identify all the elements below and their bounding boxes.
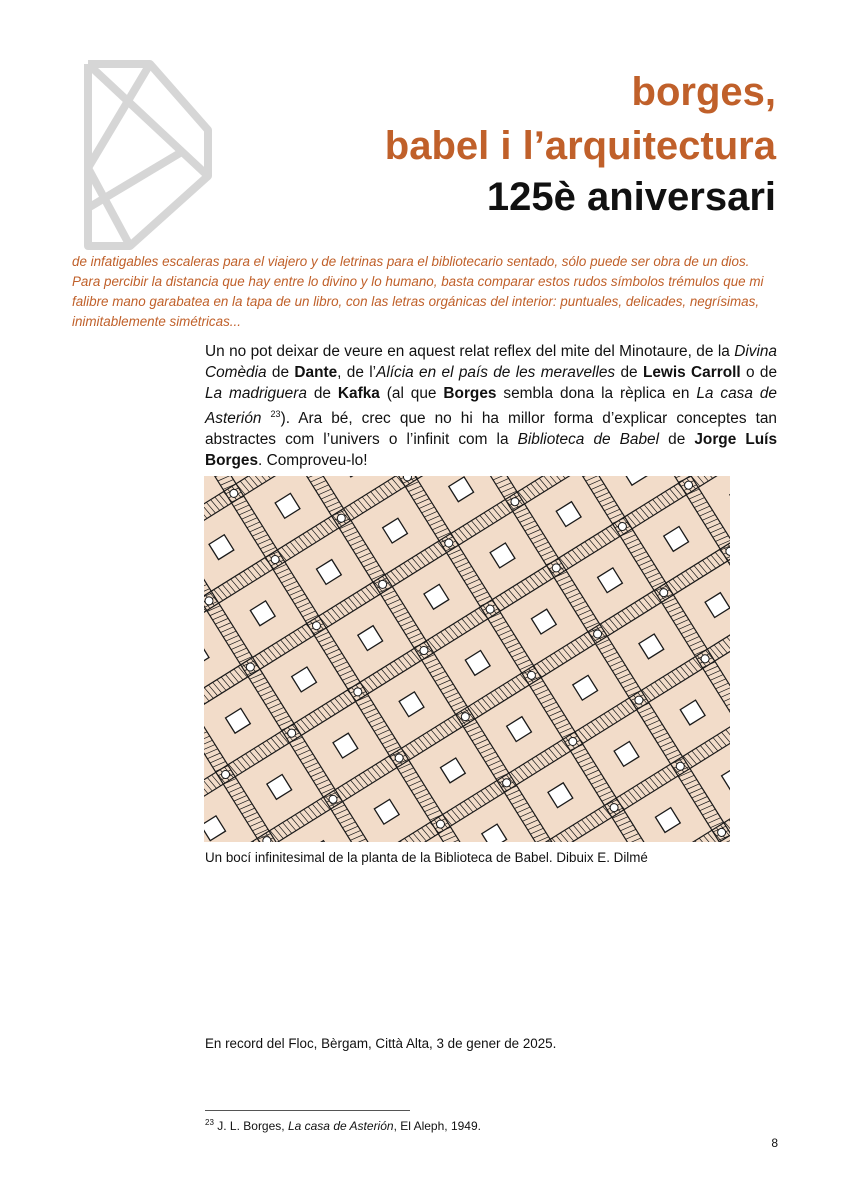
room-shaft (655, 808, 680, 833)
corridor-node (261, 835, 272, 842)
room-shaft (556, 502, 581, 527)
corridor-node (509, 496, 520, 507)
room-shaft (531, 609, 556, 634)
room-shaft (680, 700, 705, 725)
room-shaft (507, 717, 532, 742)
room-shaft (267, 775, 292, 800)
room-shaft (374, 799, 399, 824)
room-shaft (358, 626, 383, 651)
room-shaft (573, 675, 598, 700)
room-shaft (490, 543, 515, 568)
room-shaft (308, 841, 333, 842)
corridor-node (311, 620, 322, 631)
room-shaft (204, 642, 209, 667)
room-shaft (482, 824, 507, 842)
logo-icon (80, 58, 216, 252)
room-shaft (639, 634, 664, 659)
room-shaft (449, 477, 474, 502)
room-shaft (316, 560, 341, 585)
corridor-node (204, 595, 215, 606)
corridor-node (336, 513, 347, 524)
room-shaft (204, 816, 226, 841)
room-shaft (705, 593, 730, 618)
room-shaft (598, 568, 623, 593)
body-paragraph: Un no pot deixar de veure en aquest relat reflex del mite del Minotaure, de la Divina Comèdia de Dante, de l’Alícia en el país de les meravelles de Lewis Carroll o de La madriguera de Kafka (al que Borges sembla dona la rèplica en La casa de Asterión $^{23}$). Ara bé, crec que no hi ha millor forma d’explicar conceptes tan abstractes com l’univers o l’infinit com la Biblioteca de Babel de Jorge Luís Borges. Comproveu-lo! (205, 343, 778, 470)
room-shaft (292, 667, 317, 692)
corridor-node (675, 761, 686, 772)
corridor-node (270, 554, 281, 565)
title-line-2: babel i l’arquitectura (384, 124, 776, 168)
footnote-ref[interactable]: 23 (270, 409, 281, 420)
title-line-3: 125è aniversari (486, 175, 776, 219)
footnote: $^{23}$ J. L. Borges, La casa de Asterión, El Aleph, 1949. (205, 1118, 481, 1133)
room-shaft (440, 758, 465, 783)
room-shaft (622, 476, 647, 485)
room-shaft (383, 518, 408, 543)
room-shaft (614, 741, 639, 766)
record-line: En record del Floc, Bèrgam, Città Alta, 3 de gener de 2025. (205, 1036, 557, 1051)
room-shaft (333, 733, 358, 758)
figure-caption: Un bocí infinitesimal de la planta de la Biblioteca de Babel. Dibuix E. Dilmé (205, 850, 648, 865)
room-shaft (341, 476, 366, 477)
corridor-node (377, 579, 388, 590)
footnote-divider (205, 1110, 410, 1111)
library-plan-drawing (204, 476, 730, 842)
corridor-node (609, 802, 620, 813)
corridor-node (716, 827, 727, 838)
quote-text: de infatigables escaleras para el viajero y de letrinas para el bibliotecario sentado, sólo puede ser obra de un dios. Para percibir la distancia que hay entre lo divino y lo humano, basta comparar estos rudos símbolos trémulos que mi falibre mano garabatea en la tapa de un libro, con las letras orgánicas del interior: puntuales, delicades, negrísimas, inimitablemente simétricas... (72, 254, 764, 329)
room-shaft (465, 651, 490, 676)
room-shaft (664, 527, 689, 552)
title-line-1: borges, (631, 70, 776, 114)
room-shaft (209, 535, 234, 560)
corridor-node (443, 538, 454, 549)
page-number: 8 (771, 1136, 778, 1150)
room-shaft (722, 766, 730, 791)
room-shaft (250, 601, 275, 626)
room-shaft (275, 493, 300, 518)
room-shaft (226, 708, 251, 733)
corridor-node (245, 662, 256, 673)
room-shaft (424, 584, 449, 609)
room-shaft (399, 692, 424, 717)
room-shaft (548, 783, 573, 808)
